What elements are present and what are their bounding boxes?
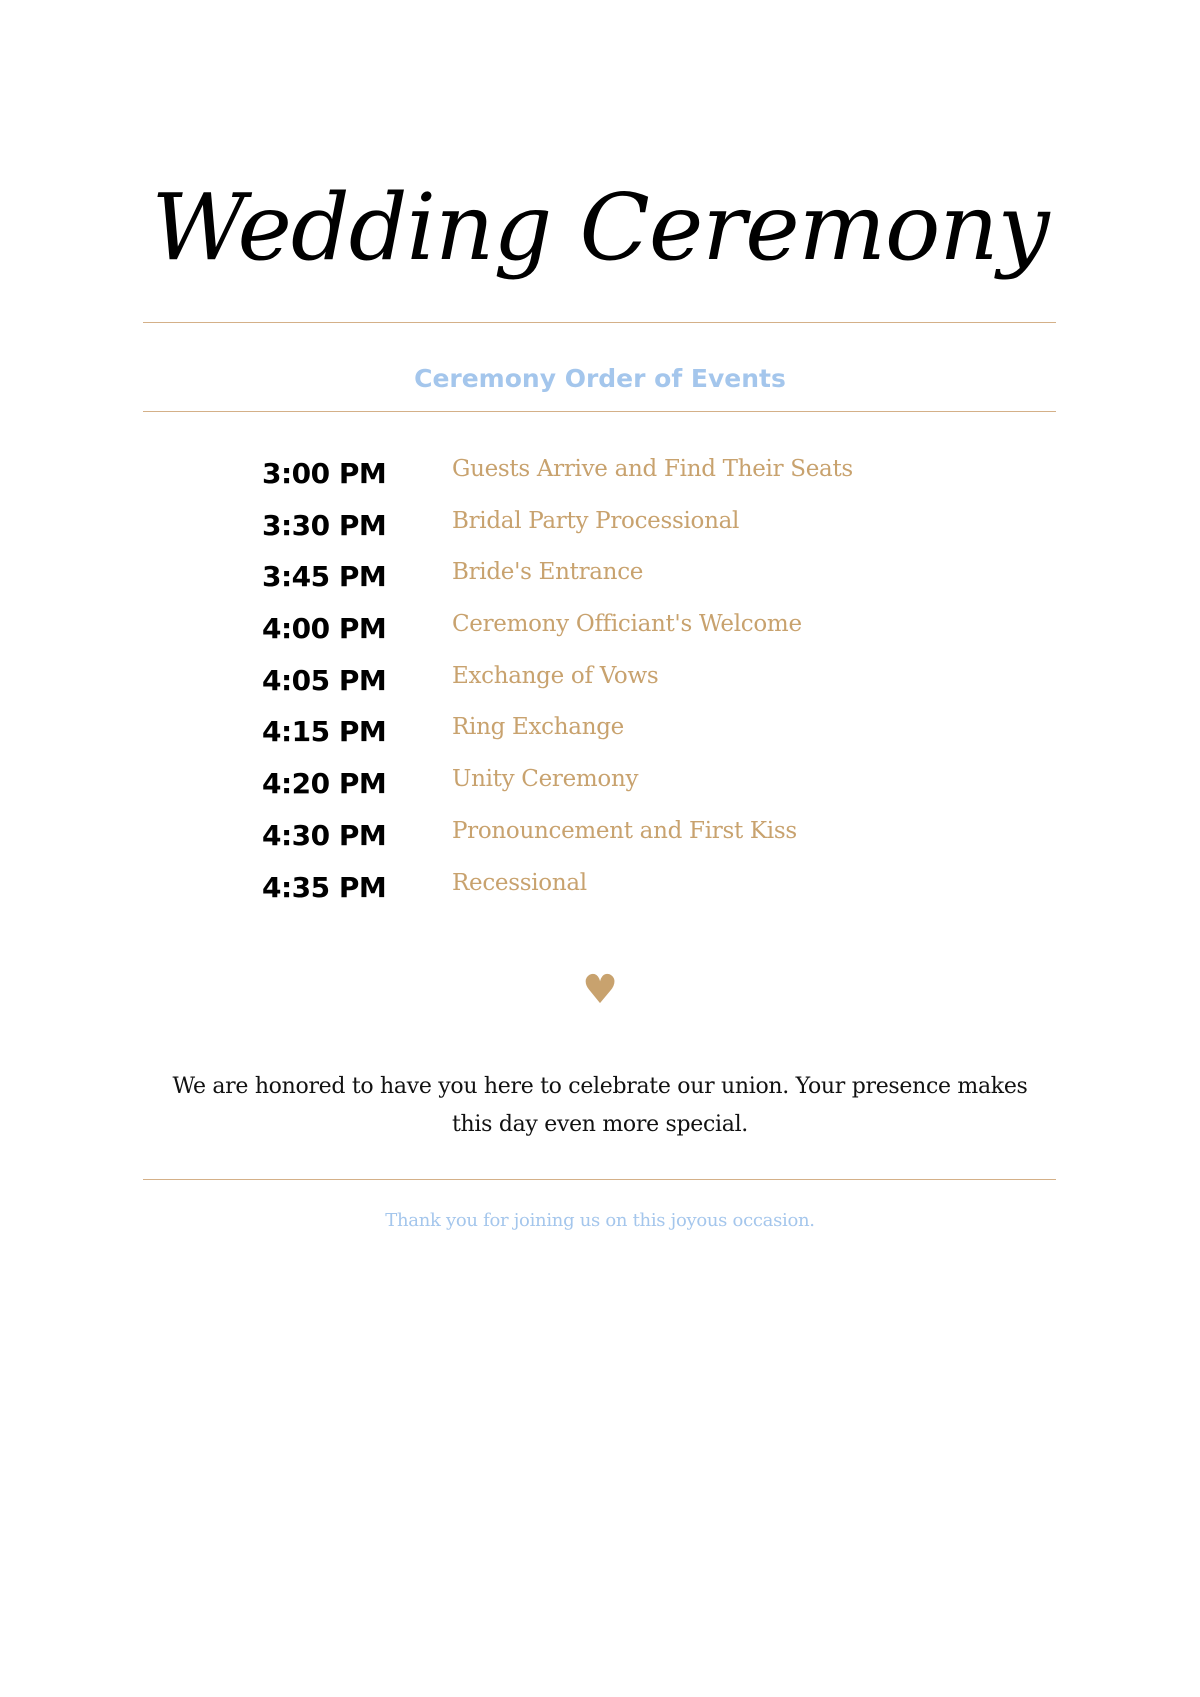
page-title: Wedding Ceremony <box>151 174 1049 281</box>
schedule-time: 4:35 PM <box>262 870 387 904</box>
schedule-item <box>0 659 1200 711</box>
schedule-time: 4:20 PM <box>262 767 387 801</box>
schedule-item <box>0 504 1200 556</box>
schedule-event: Bride's Entrance <box>452 559 644 586</box>
schedule-item <box>0 814 1200 866</box>
schedule-item <box>0 555 1200 607</box>
schedule-time: 3:00 PM <box>262 457 387 490</box>
schedule-event: Unity Ceremony <box>452 766 639 793</box>
schedule-item <box>0 607 1200 659</box>
schedule-list <box>0 452 1200 917</box>
schedule-event: Exchange of Vows <box>452 662 659 689</box>
schedule-time: 3:45 PM <box>262 560 387 594</box>
schedule-event: Bridal Party Processional <box>452 507 740 534</box>
schedule-item <box>0 710 1200 762</box>
schedule-item <box>0 452 1200 504</box>
section-heading: Ceremony Order of Events <box>414 364 786 393</box>
schedule-item <box>0 866 1200 918</box>
schedule-time: 4:00 PM <box>262 612 387 646</box>
schedule-time: 4:05 PM <box>262 663 387 697</box>
divider-line <box>143 322 1056 323</box>
schedule-time: 3:30 PM <box>262 508 387 542</box>
schedule-time: 4:15 PM <box>262 715 387 749</box>
welcome-message: We are honored to have you here to celebrate our union. Your presence makes this day even more special. <box>172 1074 1028 1137</box>
divider-line <box>143 411 1056 412</box>
divider-line <box>143 1179 1056 1180</box>
schedule-event: Pronouncement and First Kiss <box>452 817 797 844</box>
schedule-event: Guests Arrive and Find Their Seats <box>452 456 853 482</box>
schedule-event: Ceremony Officiant's Welcome <box>452 611 802 638</box>
schedule-event: Ring Exchange <box>452 714 624 741</box>
thank-you-note: Thank you for joining us on this joyous occasion. <box>385 1210 815 1231</box>
schedule-item <box>0 762 1200 814</box>
schedule-time: 4:30 PM <box>262 818 387 852</box>
heart-icon: ♥ <box>582 967 618 1013</box>
schedule-event: Recessional <box>452 869 587 896</box>
